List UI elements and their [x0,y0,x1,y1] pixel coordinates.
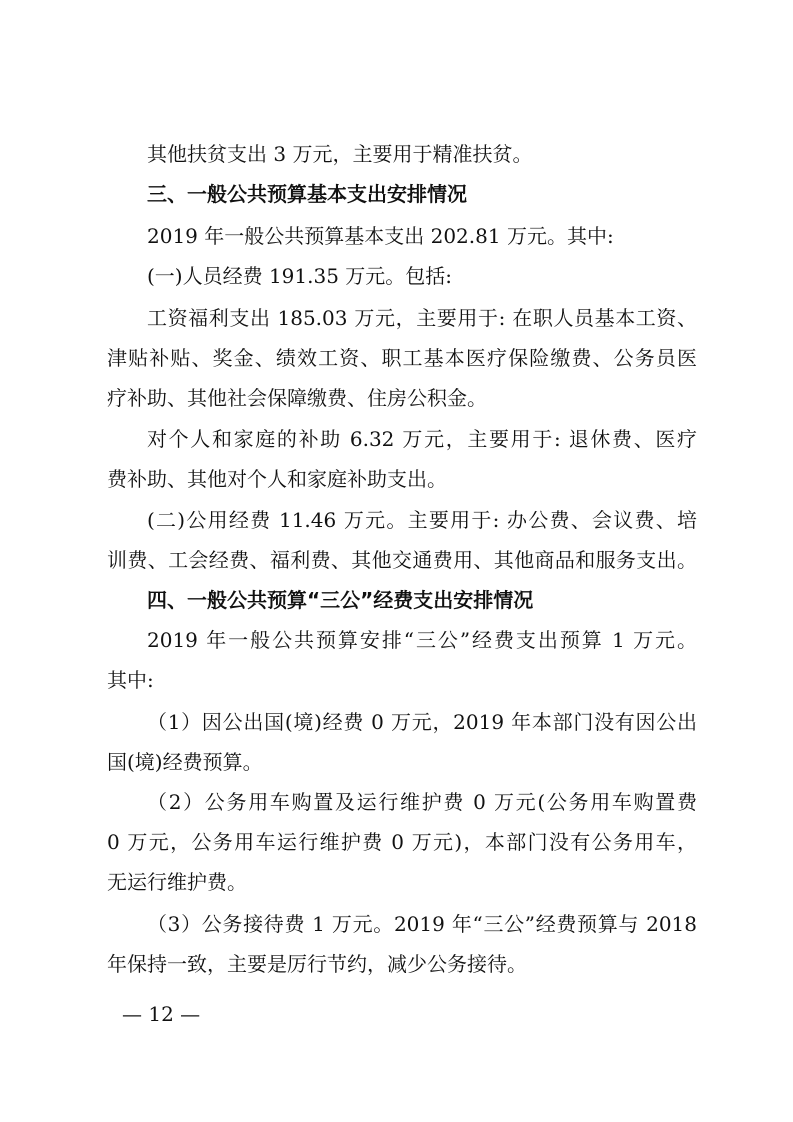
paragraph-salary-line-1: 工资福利支出 185.03 万元，主要用于: 在职人员基本工资、 [147,306,697,330]
item-3-line-2: 年保持一致，主要是厉行节约，减少公务接待。 [107,952,527,976]
paragraph-three-public-line-1: 2019 年一般公共预算安排“三公”经费支出预算 1 万元。 [147,628,697,652]
item-1-line-1: （1）因公出国(境)经费 0 万元，2019 年本部门没有因公出 [147,710,697,734]
paragraph-public-funds-line-1: (二)公用经费 11.46 万元。主要用于: 办公费、会议费、培 [147,508,697,532]
paragraph-poverty-alleviation: 其他扶贫支出 3 万元，主要用于精准扶贫。 [147,142,533,166]
paragraph-subsidy-line-1: 对个人和家庭的补助 6.32 万元，主要用于: 退休费、医疗 [147,427,697,451]
paragraph-subsidy-line-2: 费补助、其他对个人和家庭补助支出。 [107,467,447,491]
page-number: — 12 — [122,1002,201,1026]
paragraph-three-public-line-2: 其中: [107,668,154,692]
section-heading-3: 三、一般公共预算基本支出安排情况 [147,182,467,206]
item-2-line-2: 0 万元，公务用车运行维护费 0 万元)，本部门没有公务用车， [107,830,697,854]
item-1-line-2: 国(境)经费预算。 [107,750,263,774]
section-heading-4: 四、一般公共预算“三公”经费支出安排情况 [147,588,534,612]
item-2-line-1: （2）公务用车购置及运行维护费 0 万元(公务用车购置费 [147,790,697,814]
paragraph-salary-line-2: 津贴补贴、奖金、绩效工资、职工基本医疗保险缴费、公务员医 [107,346,697,370]
item-3-line-1: （3）公务接待费 1 万元。2019 年“三公”经费预算与 2018 [147,912,697,936]
item-2-line-3: 无运行维护费。 [107,870,247,894]
paragraph-public-funds-line-2: 训费、工会经费、福利费、其他交通费用、其他商品和服务支出。 [107,548,697,572]
paragraph-salary-line-3: 疗补助、其他社会保障缴费、住房公积金。 [107,386,487,410]
paragraph-basic-expenditure: 2019 年一般公共预算基本支出 202.81 万元。其中: [147,224,614,248]
paragraph-personnel-funds: (一)人员经费 191.35 万元。包括: [147,264,453,288]
